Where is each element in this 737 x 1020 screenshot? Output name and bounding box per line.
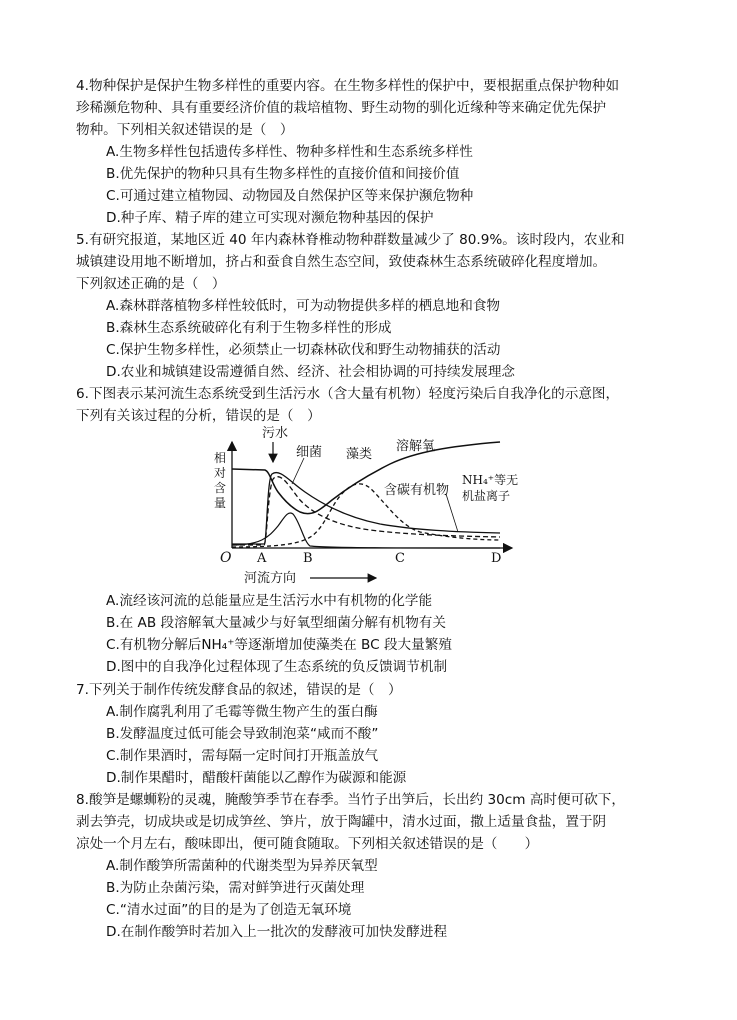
q6-stem-line-2: 下列有关该过程的分析，错误的是（ ） xyxy=(76,408,321,424)
organic-carbon-curve xyxy=(232,473,500,544)
q8-option-c: C.“清水过面”的目的是为了创造无氧环境 xyxy=(106,902,352,918)
q6-stem-line-1: 6.下图表示某河流生态系统受到生活污水（含大量有机物）轻度污染后自我净化的示意图， xyxy=(76,386,620,402)
nh4-label-line-2: 机盐离子 xyxy=(462,489,511,503)
river-direction-label: 河流方向 xyxy=(244,571,297,586)
q5-stem-line-3: 下列叙述正确的是（ ） xyxy=(76,276,226,292)
q5-option-a: A.森林群落植物多样性较低时，可为动物提供多样的栖息地和食物 xyxy=(106,298,501,314)
y-axis-label-char-2: 对 xyxy=(214,466,227,480)
point-d-label: D xyxy=(491,551,502,566)
algae-curve xyxy=(232,484,500,547)
organic-carbon-label: 含碳有机物 xyxy=(384,483,450,498)
bacteria-leader xyxy=(292,458,304,484)
q6-option-a: A.流经该河流的总能量应是生活污水中有机物的化学能 xyxy=(106,593,433,609)
dissolved-oxygen-label: 溶解氧 xyxy=(396,439,436,454)
q5-option-b: B.森林生态系统破碎化有利于生物多样性的形成 xyxy=(106,320,392,336)
q5-option-c: C.保护生物多样性，必须禁止一切森林砍伐和野生动物捕获的活动 xyxy=(106,342,501,358)
q7-option-c: C.制作果酒时，需每隔一定时间打开瓶盖放气 xyxy=(106,748,379,764)
nh4-label-line-1: NH₄⁺等无 xyxy=(462,473,519,487)
figure-svg xyxy=(200,422,530,590)
q4-stem-line-2: 珍稀濒危物种、具有重要经济价值的栽培植物、野生动物的驯化近缘种等来确定优先保护 xyxy=(76,100,607,116)
q4-option-c: C.可通过建立植物园、动物园及自然保护区等来保护濒危物种 xyxy=(106,188,474,204)
q7-option-b: B.发酵温度过低可能会导致制泡菜“咸而不酸” xyxy=(106,726,379,742)
point-c-label: C xyxy=(395,551,405,566)
point-b-label: B xyxy=(303,551,313,566)
q8-option-d: D.在制作酸笋时若加入上一批次的发酵液可加快发酵进程 xyxy=(106,924,448,940)
q8-stem-line-1: 8.酸笋是螺蛳粉的灵魂，腌酸笋季节在春季。当竹子出笋后，长出约 30cm 高时便可砍下， xyxy=(76,792,625,808)
y-axis-label-char-3: 含 xyxy=(214,481,227,495)
q4-option-b: B.优先保护的物种只具有生物多样性的直接价值和间接价值 xyxy=(106,166,460,182)
q8-stem-line-3: 凉处一个月左右，酸味即出，便可随食随取。下列相关叙述错误的是（ ） xyxy=(76,836,539,852)
y-axis-label-char-4: 量 xyxy=(214,496,227,510)
point-a-label: A xyxy=(257,551,267,566)
q5-stem-line-2: 城镇建设用地不断增加，挤占和蚕食自然生态空间，致使森林生态系统破碎化程度增加。 xyxy=(76,254,607,270)
q6-option-c: C.有机物分解后NH₄⁺等逐渐增加使藻类在 BC 段大量繁殖 xyxy=(106,637,452,653)
q4-option-d: D.种子库、精子库的建立可实现对濒危物种基因的保护 xyxy=(106,210,434,226)
q5-option-d: D.农业和城镇建设需遵循自然、经济、社会相协调的可持续发展理念 xyxy=(106,364,516,380)
q8-option-a: A.制作酸笋所需菌种的代谢类型为异养厌氧型 xyxy=(106,858,378,874)
q7-stem-line-1: 7.下列关于制作传统发酵食品的叙述，错误的是（ ） xyxy=(76,682,402,698)
nh4-leader xyxy=(446,494,458,532)
q6-option-b: B.在 AB 段溶解氧大量减少与好氧型细菌分解有机物有关 xyxy=(106,615,446,631)
sewage-label: 污水 xyxy=(262,426,289,441)
nh4-ions-curve-peak xyxy=(232,513,500,548)
algae-label: 藻类 xyxy=(346,447,373,462)
q7-option-a: A.制作腐乳利用了毛霉等微生物产生的蛋白酶 xyxy=(106,704,378,720)
q4-option-a: A.生物多样性包括遗传多样性、物种多样性和生态系统多样性 xyxy=(106,144,473,160)
q4-stem-line-1: 4.物种保护是保护生物多样性的重要内容。在生物多样性的保护中，要根据重点保护物种如 xyxy=(76,78,620,94)
q8-option-b: B.为防止杂菌污染，需对鲜笋进行灭菌处理 xyxy=(106,880,365,896)
y-axis-label-char-1: 相 xyxy=(214,451,227,465)
bacteria-label: 细菌 xyxy=(296,445,323,460)
q4-stem-line-3: 物种。下列相关叙述错误的是（ ） xyxy=(76,122,294,138)
q6-option-d: D.图中的自我净化过程体现了生态系统的负反馈调节机制 xyxy=(106,659,448,675)
q7-option-d: D.制作果醋时，醋酸杆菌能以乙醇作为碳源和能源 xyxy=(106,770,407,786)
origin-label: O xyxy=(220,550,232,566)
q5-stem-line-1: 5.有研究报道，某地区近 40 年内森林脊椎动物种群数量减少了 80.9%。该时段内，农业和 xyxy=(76,232,625,248)
q8-stem-line-2: 剥去笋壳，切成块或是切成笋丝、笋片，放于陶罐中，清水过面，撒上适量食盐，置于阴 xyxy=(76,814,607,830)
river-self-purification-figure xyxy=(200,422,530,590)
bacteria-curve xyxy=(232,477,500,545)
